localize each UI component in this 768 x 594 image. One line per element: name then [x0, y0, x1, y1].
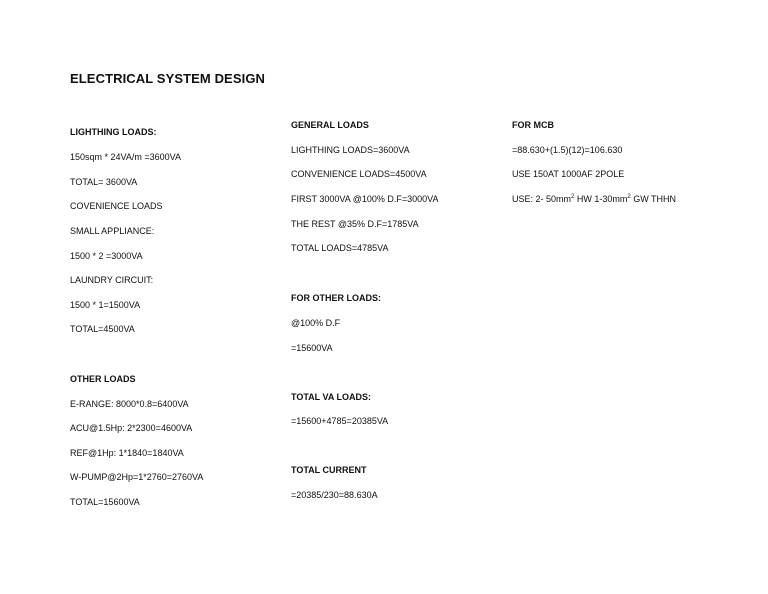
- wire-spec-superscript-1: 2: [571, 194, 575, 200]
- lighting-loads-total: TOTAL= 3600VA: [70, 177, 138, 187]
- convenience-loads-heading: COVENIENCE LOADS: [70, 201, 163, 211]
- total-current-heading: TOTAL CURRENT: [291, 465, 367, 475]
- wire-spec-part2: HW 1-30mm: [574, 194, 628, 204]
- mcb-calc: =88.630+(1.5)(12)=106.630: [512, 145, 623, 155]
- other-loads-heading: OTHER LOADS: [70, 374, 136, 384]
- other-loads-demand-factor: @100% D.F: [291, 318, 341, 328]
- for-other-loads-heading: FOR OTHER LOADS:: [291, 293, 381, 303]
- general-loads-heading: GENERAL LOADS: [291, 120, 369, 130]
- total-current-calc: =20385/230=88.630A: [291, 490, 378, 500]
- for-mcb-heading: FOR MCB: [512, 120, 554, 130]
- lighting-loads-heading: LIGHTHING LOADS:: [70, 127, 157, 137]
- wire-spec-part1: USE: 2- 50mm: [512, 194, 572, 204]
- wire-spec: [512, 194, 676, 205]
- wire-spec-part3: GW THHN: [630, 194, 677, 204]
- general-convenience-loads: CONVENIENCE LOADS=4500VA: [291, 169, 427, 179]
- general-total-loads: TOTAL LOADS=4785VA: [291, 243, 389, 253]
- total-va-loads-calc: =15600+4785=20385VA: [291, 416, 389, 426]
- laundry-circuit-label: LAUNDRY CIRCUIT:: [70, 275, 154, 285]
- small-appliance-label: SMALL APPLIANCE:: [70, 226, 155, 236]
- small-appliance-calc: 1500 * 2 =3000VA: [70, 251, 143, 261]
- rest-demand-factor: THE REST @35% D.F=1785VA: [291, 219, 419, 229]
- erange-calc: E-RANGE: 8000*0.8=6400VA: [70, 399, 189, 409]
- general-lighting-loads: LIGHTHING LOADS=3600VA: [291, 145, 410, 155]
- acu-calc: ACU@1.5Hp: 2*2300=4600VA: [70, 423, 193, 433]
- laundry-circuit-calc: 1500 * 1=1500VA: [70, 300, 141, 310]
- total-va-loads-heading: TOTAL VA LOADS:: [291, 392, 371, 402]
- wpump-calc: W-PUMP@2Hp=1*2760=2760VA: [70, 472, 204, 482]
- other-loads-value: =15600VA: [291, 343, 333, 353]
- wire-spec-superscript-2: 2: [627, 194, 631, 200]
- first-demand-factor: FIRST 3000VA @100% D.F=3000VA: [291, 194, 439, 204]
- other-loads-total: TOTAL=15600VA: [70, 497, 140, 507]
- breaker-spec: USE 150AT 1000AF 2POLE: [512, 169, 625, 179]
- page-title: ELECTRICAL SYSTEM DESIGN: [70, 71, 266, 86]
- ref-calc: REF@1Hp: 1*1840=1840VA: [70, 448, 184, 458]
- convenience-loads-total: TOTAL=4500VA: [70, 324, 135, 334]
- lighting-loads-calc: 150sqm * 24VA/m =3600VA: [70, 152, 181, 162]
